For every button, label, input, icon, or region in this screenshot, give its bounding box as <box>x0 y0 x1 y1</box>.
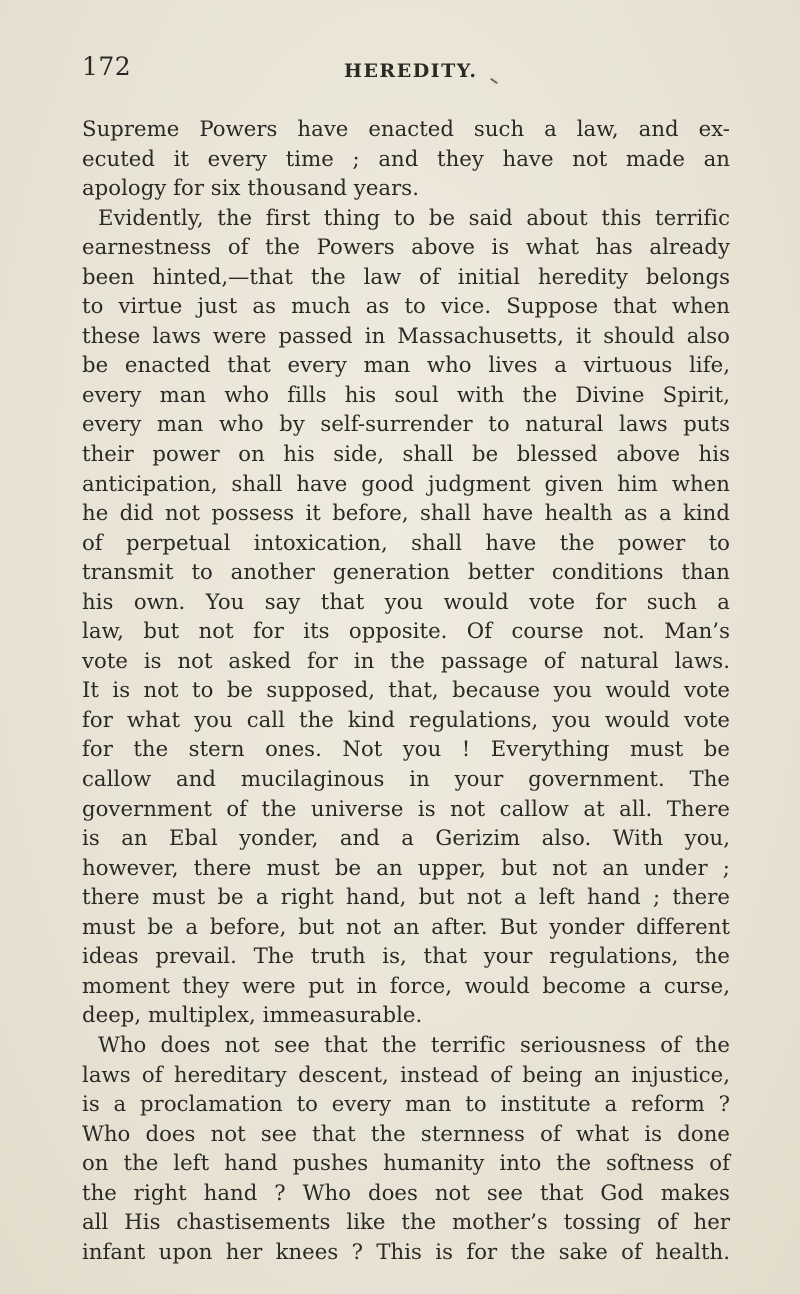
text-line: infant upon her knees ? This is for the sake of health. <box>82 1238 730 1264</box>
text-line: earnestness of the Powers above is what has already <box>82 234 730 260</box>
text-line: their power on his side, shall be blessed above his <box>82 441 730 467</box>
text-line: the right hand ? Who does not see that God makes <box>82 1179 730 1205</box>
text-line: must be a before, but not an after. But yonder different <box>82 913 730 939</box>
text-line: he did not possess it before, shall have health as a kind <box>82 500 730 526</box>
text-line: however, there must be an upper, but not an under ; <box>82 854 730 880</box>
text-line: every man who by self-surrender to natural laws puts <box>82 411 730 437</box>
text-line: law, but not for its opposite. Of course not. Man’s <box>82 618 730 644</box>
text-line: ideas prevail. The truth is, that your regulations, the <box>82 943 730 969</box>
paragraph-start-line: Who does not see that the terrific seriousness of the <box>98 1031 730 1057</box>
text-line: to virtue just as much as to vice. Suppose that when <box>82 293 730 319</box>
text-line: apology for six thousand years. <box>82 175 419 201</box>
text-line: of perpetual intoxication, shall have the power to <box>82 529 730 555</box>
text-line: for the stern ones. Not you ! Everything must be <box>82 736 730 762</box>
text-line: moment they were put in force, would become a curse, <box>82 972 730 998</box>
text-line: ecuted it every time ; and they have not made an <box>82 145 730 171</box>
text-line: there must be a right hand, but not a left hand ; there <box>82 884 730 910</box>
running-head <box>82 52 722 92</box>
text-line: his own. You say that you would vote for such a <box>82 588 730 614</box>
paragraph-start-line: Evidently, the first thing to be said about this terrific <box>98 204 730 230</box>
text-line: laws of hereditary descent, instead of being an injustice, <box>82 1061 730 1087</box>
text-line: been hinted,—that the law of initial heredity belongs <box>82 263 730 289</box>
text-line: anticipation, shall have good judgment given him when <box>82 470 730 496</box>
text-line: is a proclamation to every man to institute a reform ? <box>82 1091 730 1117</box>
text-line: all His chastisements like the mother’s tossing of her <box>82 1209 730 1235</box>
text-line: be enacted that every man who lives a virtuous life, <box>82 352 730 378</box>
text-line: government of the universe is not callow at all. There <box>82 795 730 821</box>
text-line: deep, multiplex, immeasurable. <box>82 1002 423 1028</box>
body-text <box>82 114 730 1266</box>
text-line: is an Ebal yonder, and a Gerizim also. With you, <box>82 825 730 851</box>
text-line: Supreme Powers have enacted such a law, and ex- <box>82 116 730 141</box>
stray-ink-mark <box>490 78 498 84</box>
text-line: callow and mucilaginous in your government. The <box>82 766 730 792</box>
text-line: vote is not asked for in the passage of natural laws. <box>82 647 730 673</box>
running-head-title: HEREDITY. <box>344 60 478 82</box>
text-line: transmit to another generation better conditions than <box>82 559 730 585</box>
page-number: 172 <box>82 52 132 81</box>
text-line: every man who fills his soul with the Divine Spirit, <box>82 381 730 407</box>
text-line: on the left hand pushes humanity into the softness of <box>82 1150 730 1176</box>
text-line: It is not to be supposed, that, because you would vote <box>82 677 730 703</box>
text-line: for what you call the kind regulations, you would vote <box>82 706 730 732</box>
text-line: Who does not see that the sternness of what is done <box>82 1120 730 1146</box>
text-line: these laws were passed in Massachusetts, it should also <box>82 322 730 348</box>
